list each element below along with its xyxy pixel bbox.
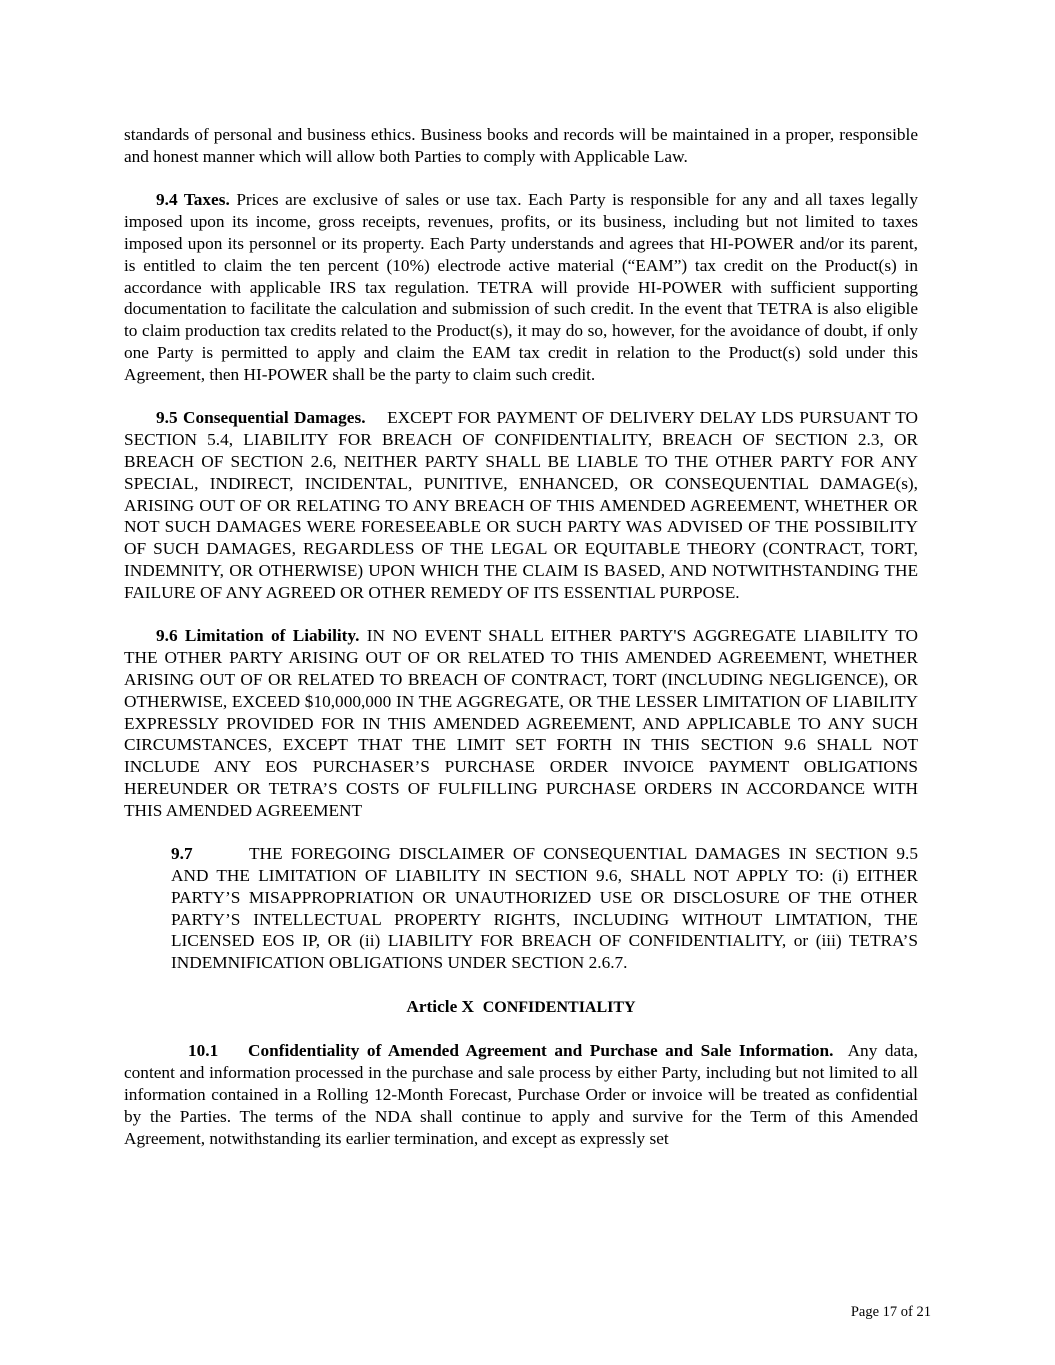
section-9-4-heading: 9.4 Taxes.: [156, 190, 230, 210]
article-heading: [124, 996, 918, 1019]
section-9-4-body: Prices are exclusive of sales or use tax. Each Party is responsible for any and all taxes legally imposed upon its income, gross receipts, revenues, profits, or its business, including but not limited to taxes imposed upon its personnel or its property. Each Party understands and agrees that HI-POWER and/or its parent, is entitled to claim the ten percent (10%) electrode active material (“EAM”) tax credit on the Product(s) in accordance with applicable IRS tax regulation. TETRA will provide HI-POWER with sufficient supporting documentation to facilitate the calculation and submission of such credit. In the event that TETRA is also eligible to claim production tax credits related to the Product(s), it may do so, however, for the avoidance of doubt, if only one Party is permitted to apply and claim the EAM tax credit in relation to the Product(s) sold under this Agreement, then HI-POWER shall be the party to claim such credit.: [124, 190, 918, 384]
section-9-5-body: EXCEPT FOR PAYMENT OF DELIVERY DELAY LDS PURSUANT TO SECTION 5.4, LIABILITY FOR BREACH OF CONFIDENTIALITY, BREACH OF SECTION 2.3, OR BREACH OF SECTION 2.6, NEITHER PARTY SHALL BE LIABLE TO THE OTHER PARTY FOR ANY SPECIAL, INDIRECT, INCIDENTAL, PUNITIVE, ENHANCED, OR CONSEQUENTIAL DAMAGE(s), ARISING OUT OF OR RELATING TO ANY BREACH OF THIS AMENDED AGREEMENT, WHETHER OR NOT SUCH DAMAGES WERE FORESEEABLE OR SUCH PARTY WAS ADVISED OF THE POSSIBILITY OF SUCH DAMAGES, REGARDLESS OF THE LEGAL OR EQUITABLE THEORY (CONTRACT, TORT, INDEMNITY, OR OTHERWISE) UPON WHICH THE CLAIM IS BASED, AND NOTWITHSTANDING THE FAILURE OF ANY AGREED OR OTHER REMEDY OF ITS ESSENTIAL PURPOSE.: [124, 408, 919, 602]
section-10-1-body: Any data, content and information processed in the purchase and sale process by either Party, including but not limited to all information contained in a Rolling 12-Month Forecast, Purchase Order or invoice will be treated as confidential by the Parties. The terms of the NDA shall continue to apply and survive for the Term of this Amended Agreement, notwithstanding its earlier termination, and except as expressly set: [124, 1041, 918, 1148]
section-10-1: [124, 1040, 918, 1149]
section-9-7-body: THE FOREGOING DISCLAIMER OF CONSEQUENTIAL DAMAGES IN SECTION 9.5 AND THE LIMITATION OF LIABILITY IN SECTION 9.6, SHALL NOT APPLY TO: (i) EITHER PARTY’S MISAPPROPRIATION OR UNAUTHORIZED USE OR DISCLOSURE OF THE OTHER PARTY’S INTELLECTUAL PROPERTY RIGHTS, INCLUDING WITHOUT LIMTATION, THE LICENSED EOS IP, OR (ii) LIABILITY FOR BREACH OF CONFIDENTIALITY, or (iii) TETRA’S INDEMNIFICATION OBLIGATIONS UNDER SECTION 2.6.7.: [171, 844, 918, 973]
section-10-1-number: 10.1: [188, 1041, 219, 1061]
article-title: CONFIDENTIALITY: [482, 998, 636, 1016]
article-label: Article X: [406, 996, 475, 1016]
document-page: [124, 124, 918, 1149]
section-9-7: [171, 843, 918, 974]
section-9-6-body: IN NO EVENT SHALL EITHER PARTY'S AGGREGATE LIABILITY TO THE OTHER PARTY ARISING OUT OF OR RELATED TO THIS AMENDED AGREEMENT, WHETHER ARISING OUT OF OR RELATED TO BREACH OF CONTRACT, TORT (INCLUDING NEGLIGENCE), OR OTHERWISE, EXCEED $10,000,000 IN THE AGGREGATE, OR THE LESSER LIMITATION OF LIABILITY EXPRESSLY PROVIDED FOR IN THIS AMENDED AGREEMENT, AND APPLICABLE TO ANY SUCH CIRCUMSTANCES, EXCEPT THAT THE LIMIT SET FORTH IN THIS SECTION 9.6 SHALL NOT INCLUDE ANY EOS PURCHASER’S PURCHASE ORDER INVOICE PAYMENT OBLIGATIONS HEREUNDER OR TETRA’S COSTS OF FULFILLING PURCHASE ORDERS IN ACCORDANCE WITH THIS AMENDED AGREEMENT: [124, 626, 918, 820]
section-9-5: [124, 407, 918, 603]
section-9-6-heading: 9.6 Limitation of Liability.: [156, 626, 360, 646]
section-9-4: [124, 189, 918, 385]
page-number: Page 17 of 21: [850, 1304, 931, 1320]
continuation-paragraph: standards of personal and business ethics. Business books and records will be maintained in a proper, responsible and honest manner which will allow both Parties to comply with Applicable Law.: [124, 125, 918, 166]
section-9-6: [124, 625, 918, 821]
section-9-7-number: 9.7: [171, 844, 193, 864]
section-9-5-heading: 9.5 Consequential Damages.: [156, 408, 366, 428]
section-10-1-heading: Confidentiality of Amended Agreement and Purchase and Sale Information.: [248, 1041, 834, 1061]
